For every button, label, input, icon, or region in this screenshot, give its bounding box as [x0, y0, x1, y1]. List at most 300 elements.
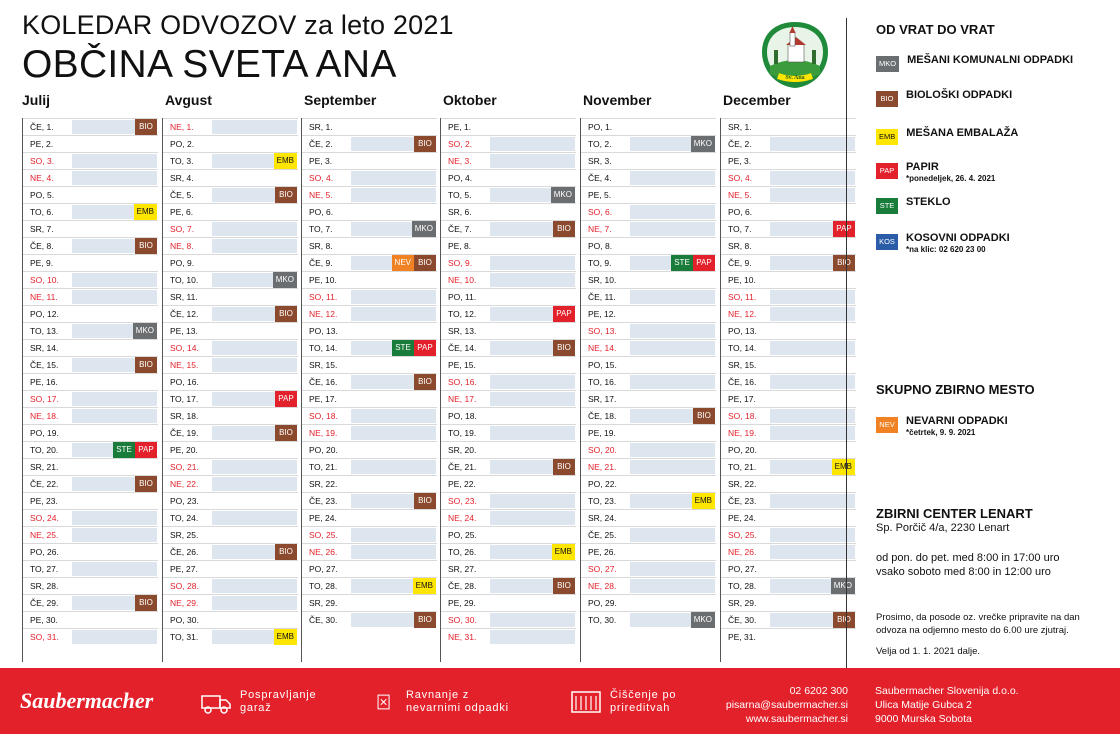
- day-row: [580, 475, 716, 492]
- day-row: [580, 271, 716, 288]
- contact-email[interactable]: pisarna@saubermacher.si: [725, 699, 848, 711]
- day-label: PE, 5.: [588, 190, 612, 200]
- day-row: [720, 152, 856, 169]
- badge-bio: BIO: [553, 459, 575, 475]
- day-shading: [630, 290, 715, 304]
- day-label: PE, 9.: [30, 258, 54, 268]
- day-label: NE, 28.: [588, 581, 617, 591]
- day-row: [580, 339, 716, 356]
- day-label: ČE, 15.: [30, 360, 59, 370]
- day-row: [301, 135, 437, 152]
- day-label: TO, 28.: [728, 581, 757, 591]
- day-label: SO, 16.: [448, 377, 477, 387]
- day-row: [22, 118, 158, 135]
- day-label: TO, 9.: [588, 258, 612, 268]
- badge-emb: EMB: [274, 153, 297, 169]
- badge-emb: EMB: [413, 578, 436, 594]
- day-label: SO, 25.: [309, 530, 338, 540]
- day-row: [22, 339, 158, 356]
- day-row: [580, 526, 716, 543]
- badge-emb: EMB: [692, 493, 715, 509]
- badge-ste: STE: [113, 442, 135, 458]
- day-row: [440, 322, 576, 339]
- day-label: PE, 31.: [728, 632, 756, 642]
- day-row: [720, 339, 856, 356]
- day-row: [440, 526, 576, 543]
- day-row: [580, 186, 716, 203]
- day-row: [720, 543, 856, 560]
- legend-item-kos: [876, 232, 1010, 255]
- day-label: NE, 15.: [170, 360, 199, 370]
- collection-badges: [414, 612, 436, 628]
- day-row: [301, 220, 437, 237]
- day-label: ČE, 26.: [170, 547, 199, 557]
- day-row: [22, 611, 158, 628]
- day-row: [162, 628, 298, 645]
- day-row: [440, 475, 576, 492]
- day-label: ČE, 22.: [30, 479, 59, 489]
- day-shading: [72, 154, 157, 168]
- day-row: [162, 373, 298, 390]
- day-shading: [72, 562, 157, 576]
- day-row: [301, 186, 437, 203]
- day-label: SO, 9.: [448, 258, 473, 268]
- badge-pap: PAP: [833, 221, 855, 237]
- day-row: [301, 118, 437, 135]
- day-label: SR, 20.: [448, 445, 477, 455]
- municipality-logo: [760, 20, 830, 90]
- company-name: Saubermacher Slovenija d.o.o.: [875, 685, 1019, 697]
- day-shading: [351, 460, 436, 474]
- day-label: TO, 12.: [448, 309, 477, 319]
- day-row: [720, 577, 856, 594]
- day-row: [301, 322, 437, 339]
- day-label: ČE, 16.: [309, 377, 338, 387]
- day-label: NE, 12.: [309, 309, 338, 319]
- day-label: ČE, 29.: [30, 598, 59, 608]
- day-row: [720, 390, 856, 407]
- day-label: NE, 19.: [309, 428, 338, 438]
- page-title-line2: OBČINA SVETA ANA: [22, 43, 397, 86]
- badge-bio: BIO: [414, 136, 436, 152]
- day-label: PO, 23.: [170, 496, 199, 506]
- legend-badge: KOS: [876, 234, 898, 250]
- day-row: [580, 254, 716, 271]
- month-name: November: [583, 92, 652, 108]
- day-label: PE, 27.: [170, 564, 198, 574]
- collection-badges: [691, 612, 715, 628]
- day-label: SR, 7.: [30, 224, 54, 234]
- badge-emb: EMB: [134, 204, 157, 220]
- day-shading: [212, 120, 297, 134]
- collection-badges: [133, 323, 157, 339]
- month-column-december: [720, 92, 856, 645]
- day-label: SO, 10.: [30, 275, 59, 285]
- badge-bio: BIO: [275, 306, 297, 322]
- logo-text: Sv. Ana: [785, 75, 805, 81]
- day-row: [162, 203, 298, 220]
- day-row: [162, 407, 298, 424]
- day-row: [301, 424, 437, 441]
- day-row: [440, 356, 576, 373]
- day-row: [440, 390, 576, 407]
- day-label: SO, 6.: [588, 207, 613, 217]
- day-row: [301, 356, 437, 373]
- day-label: PO, 19.: [30, 428, 59, 438]
- day-row: [720, 356, 856, 373]
- day-label: TO, 31.: [170, 632, 199, 642]
- day-row: [580, 356, 716, 373]
- center-title: ZBIRNI CENTER LENART: [876, 506, 1033, 521]
- service-events-line2: prireditvah: [610, 702, 671, 714]
- day-row: [580, 203, 716, 220]
- day-row: [301, 373, 437, 390]
- badge-mko: MKO: [412, 221, 436, 237]
- day-row: [301, 543, 437, 560]
- legend-text: MEŠANA EMBALAŽA: [906, 127, 1019, 139]
- contact-web[interactable]: www.saubermacher.si: [745, 713, 848, 725]
- day-row: [720, 611, 856, 628]
- day-label: ČE, 23.: [309, 496, 338, 506]
- day-label: PO, 18.: [448, 411, 477, 421]
- day-row: [580, 458, 716, 475]
- day-label: SR, 29.: [728, 598, 757, 608]
- day-label: SO, 18.: [309, 411, 338, 421]
- day-label: ČE, 7.: [448, 224, 472, 234]
- day-label: PE, 30.: [30, 615, 58, 625]
- day-row: [580, 220, 716, 237]
- badge-bio: BIO: [553, 221, 575, 237]
- day-label: NE, 11.: [30, 292, 58, 302]
- day-row: [162, 152, 298, 169]
- day-row: [22, 135, 158, 152]
- day-label: PE, 23.: [30, 496, 58, 506]
- legend-badge: BIO: [876, 91, 898, 107]
- day-row: [162, 441, 298, 458]
- month-name: September: [304, 92, 377, 108]
- day-row: [440, 220, 576, 237]
- day-label: NE, 21.: [588, 462, 617, 472]
- day-row: [22, 526, 158, 543]
- day-row: [301, 339, 437, 356]
- badge-bio: BIO: [414, 612, 436, 628]
- day-label: SR, 13.: [448, 326, 477, 336]
- day-row: [301, 441, 437, 458]
- day-row: [22, 475, 158, 492]
- badge-mko: MKO: [831, 578, 855, 594]
- legend-text: STEKLO: [906, 196, 951, 208]
- day-shading: [72, 392, 157, 406]
- column-divider: [162, 118, 163, 662]
- day-label: SR, 25.: [170, 530, 199, 540]
- day-row: [301, 254, 437, 271]
- day-label: PE, 1.: [448, 122, 472, 132]
- collection-badges: [552, 544, 575, 560]
- legend-badge: PAP: [876, 163, 898, 179]
- day-label: ČE, 2.: [728, 139, 752, 149]
- day-row: [22, 458, 158, 475]
- day-row: [301, 305, 437, 322]
- day-row: [301, 203, 437, 220]
- day-label: SR, 4.: [170, 173, 194, 183]
- day-shading: [490, 392, 575, 406]
- day-row: [440, 305, 576, 322]
- day-label: SO, 7.: [170, 224, 195, 234]
- day-label: TO, 21.: [728, 462, 757, 472]
- collection-badges: [134, 204, 157, 220]
- day-label: PE, 12.: [588, 309, 616, 319]
- day-label: ČE, 9.: [728, 258, 752, 268]
- day-shading: [770, 290, 855, 304]
- day-label: PO, 25.: [448, 530, 477, 540]
- legend-text: KOSOVNI ODPADKI: [906, 232, 1010, 244]
- day-label: PO, 22.: [588, 479, 617, 489]
- day-label: PE, 3.: [309, 156, 333, 166]
- day-row: [720, 203, 856, 220]
- badge-ste: STE: [671, 255, 693, 271]
- day-label: SR, 8.: [728, 241, 752, 251]
- day-shading: [490, 494, 575, 508]
- column-divider: [720, 118, 721, 662]
- day-label: PE, 13.: [170, 326, 198, 336]
- day-label: PE, 8.: [448, 241, 472, 251]
- day-row: [720, 509, 856, 526]
- day-label: ČE, 19.: [170, 428, 199, 438]
- day-label: PO, 30.: [170, 615, 199, 625]
- day-row: [720, 169, 856, 186]
- day-row: [580, 594, 716, 611]
- collection-badges: [692, 493, 715, 509]
- day-label: SR, 3.: [588, 156, 612, 166]
- badge-pap: PAP: [275, 391, 297, 407]
- column-divider: [440, 118, 441, 662]
- day-label: SO, 25.: [728, 530, 757, 540]
- badge-bio: BIO: [693, 408, 715, 424]
- day-row: [720, 594, 856, 611]
- day-row: [440, 373, 576, 390]
- badge-bio: BIO: [414, 255, 436, 271]
- badge-pap: PAP: [693, 255, 715, 271]
- day-shading: [72, 409, 157, 423]
- day-row: [440, 254, 576, 271]
- day-label: NE, 10.: [448, 275, 477, 285]
- month-name: Julij: [22, 92, 51, 108]
- badge-mko: MKO: [133, 323, 157, 339]
- day-row: [301, 509, 437, 526]
- day-label: NE, 14.: [588, 343, 617, 353]
- day-row: [162, 356, 298, 373]
- day-row: [162, 118, 298, 135]
- day-row: [22, 305, 158, 322]
- day-label: PO, 13.: [728, 326, 757, 336]
- day-label: NE, 8.: [170, 241, 194, 251]
- day-row: [22, 407, 158, 424]
- day-row: [440, 424, 576, 441]
- day-shading: [770, 375, 855, 389]
- day-row: [162, 339, 298, 356]
- day-label: TO, 20.: [30, 445, 59, 455]
- day-label: SR, 1.: [309, 122, 333, 132]
- day-label: TO, 17.: [170, 394, 199, 404]
- service-hazardous: [376, 688, 509, 716]
- day-label: ČE, 23.: [728, 496, 757, 506]
- day-row: [580, 135, 716, 152]
- day-label: SR, 8.: [309, 241, 333, 251]
- day-label: SR, 22.: [728, 479, 757, 489]
- service-garage-line2: garaž: [240, 702, 272, 714]
- legend-item-bio: [876, 89, 1012, 107]
- badge-bio: BIO: [135, 238, 157, 254]
- day-label: SR, 22.: [309, 479, 338, 489]
- day-label: SO, 14.: [170, 343, 199, 353]
- legend-sub: *četrtek, 9. 9. 2021: [906, 428, 976, 437]
- day-shading: [212, 579, 297, 593]
- collection-badges: [553, 306, 575, 322]
- service-events-line1: Čiščenje po: [610, 689, 677, 701]
- day-row: [720, 186, 856, 203]
- center-address: Sp. Porčič 4/a, 2230 Lenart: [876, 522, 1010, 534]
- legend-badge: STE: [876, 198, 898, 214]
- day-label: TO, 7.: [728, 224, 752, 234]
- day-shading: [351, 171, 436, 185]
- service-events: [570, 688, 676, 716]
- day-row: [720, 271, 856, 288]
- day-row: [440, 288, 576, 305]
- day-row: [720, 118, 856, 135]
- day-label: ČE, 4.: [588, 173, 612, 183]
- month-name: December: [723, 92, 791, 108]
- day-label: SO, 20.: [588, 445, 617, 455]
- day-row: [162, 169, 298, 186]
- day-row: [162, 322, 298, 339]
- day-label: NE, 3.: [448, 156, 472, 166]
- day-label: ČE, 9.: [309, 258, 333, 268]
- day-row: [22, 441, 158, 458]
- day-row: [720, 458, 856, 475]
- day-row: [720, 373, 856, 390]
- day-label: SR, 14.: [30, 343, 59, 353]
- day-shading: [351, 307, 436, 321]
- day-label: SO, 21.: [170, 462, 199, 472]
- day-label: PE, 20.: [170, 445, 198, 455]
- day-row: [22, 237, 158, 254]
- day-label: TO, 16.: [588, 377, 617, 387]
- company-street: Ulica Matije Gubca 2: [875, 699, 972, 711]
- day-row: [720, 322, 856, 339]
- day-label: TO, 21.: [309, 462, 338, 472]
- day-row: [720, 135, 856, 152]
- day-label: PO, 12.: [30, 309, 59, 319]
- legend-item-emb: [876, 127, 1018, 145]
- center-hours-weekday: od pon. do pet. med 8:00 in 17:00 uro: [876, 552, 1060, 564]
- day-row: [440, 543, 576, 560]
- badge-mko: MKO: [691, 136, 715, 152]
- service-hazardous-line1: Ravnanje z: [406, 689, 470, 701]
- legend-text: PAPIR: [906, 161, 939, 173]
- day-row: [301, 611, 437, 628]
- day-label: NE, 29.: [170, 598, 199, 608]
- collection-badges: [275, 391, 297, 407]
- legend-title-door: OD VRAT DO VRAT: [876, 22, 995, 37]
- day-label: PO, 26.: [30, 547, 59, 557]
- day-row: [720, 305, 856, 322]
- legend-badge: EMB: [876, 129, 898, 145]
- day-shading: [212, 460, 297, 474]
- day-shading: [770, 341, 855, 355]
- day-row: [720, 288, 856, 305]
- day-row: [580, 152, 716, 169]
- day-row: [301, 288, 437, 305]
- day-label: ČE, 1.: [30, 122, 54, 132]
- day-row: [720, 628, 856, 645]
- service-hazardous-line2: nevarnimi odpadki: [406, 702, 509, 714]
- day-row: [162, 305, 298, 322]
- day-label: PO, 6.: [728, 207, 753, 217]
- collection-badges: [551, 187, 575, 203]
- day-shading: [72, 273, 157, 287]
- day-shading: [490, 630, 575, 644]
- badge-bio: BIO: [833, 612, 855, 628]
- day-label: SO, 27.: [588, 564, 617, 574]
- collection-badges: [274, 629, 297, 645]
- day-label: SR, 24.: [588, 513, 617, 523]
- legend-item-pap: [876, 161, 995, 184]
- day-label: NE, 25.: [30, 530, 59, 540]
- collection-badges: [275, 306, 297, 322]
- day-row: [440, 441, 576, 458]
- day-label: TO, 2.: [588, 139, 612, 149]
- day-row: [440, 271, 576, 288]
- day-shading: [212, 596, 297, 610]
- day-row: [580, 373, 716, 390]
- day-label: SO, 4.: [309, 173, 334, 183]
- day-label: SO, 18.: [728, 411, 757, 421]
- day-label: SR, 17.: [588, 394, 617, 404]
- day-label: SO, 30.: [448, 615, 477, 625]
- day-label: TO, 3.: [170, 156, 194, 166]
- collection-badges: [553, 578, 575, 594]
- day-label: PE, 17.: [728, 394, 756, 404]
- day-label: TO, 14.: [728, 343, 757, 353]
- legend-text: BIOLOŠKI ODPADKI: [906, 89, 1013, 101]
- day-shading: [72, 171, 157, 185]
- day-row: [580, 560, 716, 577]
- day-label: NE, 5.: [728, 190, 752, 200]
- day-label: PE, 10.: [728, 275, 756, 285]
- day-row: [22, 271, 158, 288]
- day-label: SO, 3.: [30, 156, 55, 166]
- day-row: [162, 543, 298, 560]
- legend-text: NEVARNI ODPADKI: [906, 415, 1008, 427]
- badge-bio: BIO: [135, 476, 157, 492]
- collection-badges: [392, 340, 436, 356]
- month-column-julij: [22, 92, 158, 645]
- day-row: [22, 492, 158, 509]
- day-shading: [490, 375, 575, 389]
- day-row: [22, 203, 158, 220]
- badge-bio: BIO: [414, 374, 436, 390]
- day-label: PE, 17.: [309, 394, 337, 404]
- day-row: [720, 560, 856, 577]
- collection-badges: [135, 476, 157, 492]
- column-divider: [580, 118, 581, 662]
- day-label: NE, 26.: [728, 547, 757, 557]
- day-row: [301, 594, 437, 611]
- note-line1: Prosimo, da posode oz. vrečke pripravite na dan: [876, 612, 1080, 623]
- day-row: [162, 509, 298, 526]
- badge-bio: BIO: [275, 425, 297, 441]
- day-label: PE, 24.: [728, 513, 756, 523]
